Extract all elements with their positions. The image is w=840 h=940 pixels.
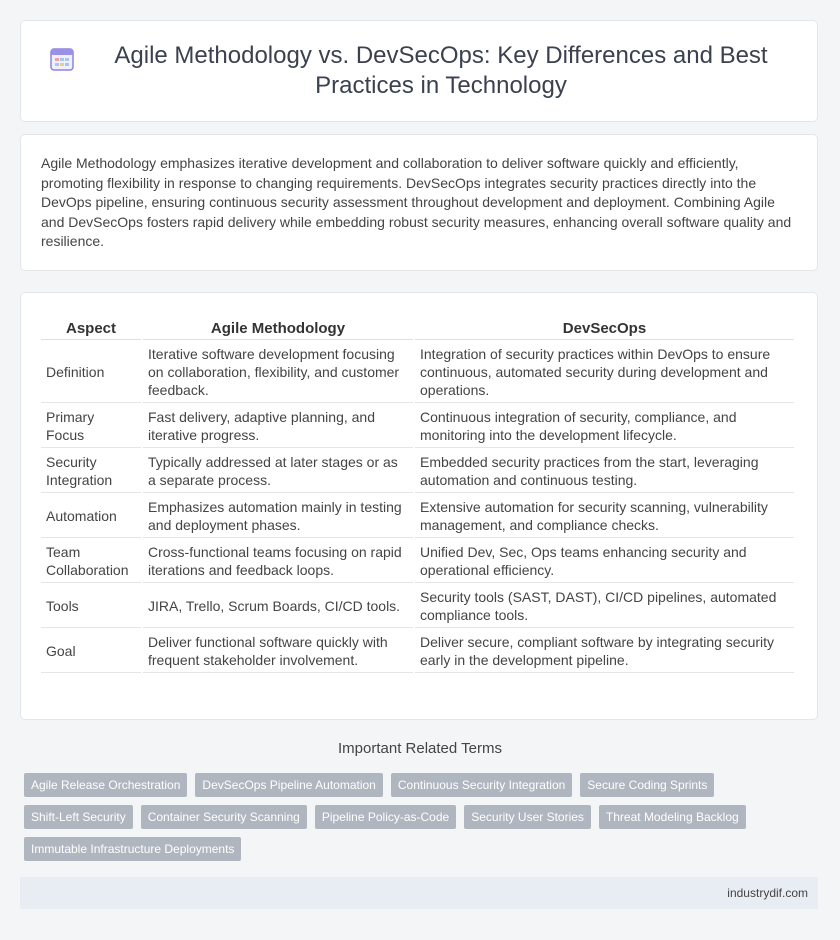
title-wrap bbox=[49, 41, 789, 101]
comparison-table bbox=[39, 311, 796, 675]
devsecops-cell: Extensive automation for security scanning, vulnerability management, and compliance checks. bbox=[415, 495, 794, 538]
intro-paragraph: Agile Methodology emphasizes iterative development and collaboration to deliver software quickly and efficiently, promoting flexibility in response to changing requirements. DevSecOps integrates security practices directly into the DevOps pipeline, ensuring continuous security assessment throughout development and deployment. Combining Agile and DevSecOps fosters rapid delivery while embedding robust security measures, enhancing overall software quality and resilience. bbox=[41, 155, 792, 249]
agile-cell: Deliver functional software quickly with frequent stakeholder involvement. bbox=[143, 630, 413, 673]
devsecops-cell: Deliver secure, compliant software by integrating security early in the development pipeline. bbox=[415, 630, 794, 673]
related-term-tag[interactable]: Shift-Left Security bbox=[24, 805, 133, 829]
title-card bbox=[20, 20, 818, 122]
related-term-tag[interactable]: Secure Coding Sprints bbox=[580, 773, 714, 797]
table-row bbox=[41, 630, 794, 673]
devsecops-cell: Integration of security practices within DevOps to ensure continuous, automated security during development and operations. bbox=[415, 342, 794, 403]
table-header-row bbox=[41, 313, 794, 340]
table-row bbox=[41, 585, 794, 628]
comparison-card bbox=[20, 292, 818, 720]
agile-cell: Fast delivery, adaptive planning, and iterative progress. bbox=[143, 405, 413, 448]
column-header-agile: Agile Methodology bbox=[143, 313, 413, 340]
table-row bbox=[41, 405, 794, 448]
devsecops-cell: Unified Dev, Sec, Ops teams enhancing security and operational efficiency. bbox=[415, 540, 794, 583]
aspect-cell: Goal bbox=[41, 630, 141, 673]
related-term-tag[interactable]: Pipeline Policy-as-Code bbox=[315, 805, 456, 829]
devsecops-cell: Continuous integration of security, compliance, and monitoring into the development lifecycle. bbox=[415, 405, 794, 448]
column-header-aspect: Aspect bbox=[41, 313, 141, 340]
calendar-icon bbox=[49, 46, 75, 72]
footer bbox=[20, 877, 818, 909]
aspect-cell: Definition bbox=[41, 342, 141, 403]
agile-cell: Typically addressed at later stages or as a separate process. bbox=[143, 450, 413, 493]
table-row bbox=[41, 495, 794, 538]
table-row bbox=[41, 540, 794, 583]
table-row bbox=[41, 342, 794, 403]
aspect-cell: Security Integration bbox=[41, 450, 141, 493]
agile-cell: Cross-functional teams focusing on rapid iterations and feedback loops. bbox=[143, 540, 413, 583]
related-term-tag[interactable]: Immutable Infrastructure Deployments bbox=[24, 837, 241, 861]
page-title: Agile Methodology vs. DevSecOps: Key Differences and Best Practices in Technology bbox=[114, 42, 768, 99]
table-row bbox=[41, 450, 794, 493]
aspect-cell: Automation bbox=[41, 495, 141, 538]
agile-cell: Emphasizes automation mainly in testing and deployment phases. bbox=[143, 495, 413, 538]
agile-cell: Iterative software development focusing on collaboration, flexibility, and customer feedback. bbox=[143, 342, 413, 403]
aspect-cell: Tools bbox=[41, 585, 141, 628]
related-term-tag[interactable]: Agile Release Orchestration bbox=[24, 773, 187, 797]
devsecops-cell: Security tools (SAST, DAST), CI/CD pipelines, automated compliance tools. bbox=[415, 585, 794, 628]
related-term-tag[interactable]: DevSecOps Pipeline Automation bbox=[195, 773, 382, 797]
intro-card bbox=[20, 134, 818, 271]
aspect-cell: Primary Focus bbox=[41, 405, 141, 448]
column-header-devsecops: DevSecOps bbox=[415, 313, 794, 340]
related-terms-list bbox=[24, 773, 824, 861]
devsecops-cell: Embedded security practices from the start, leveraging automation and continuous testing. bbox=[415, 450, 794, 493]
footer-site-name[interactable]: industrydif.com bbox=[727, 886, 808, 900]
related-terms-heading: Important Related Terms bbox=[338, 740, 502, 757]
agile-cell: JIRA, Trello, Scrum Boards, CI/CD tools. bbox=[143, 585, 413, 628]
related-term-tag[interactable]: Container Security Scanning bbox=[141, 805, 307, 829]
related-term-tag[interactable]: Threat Modeling Backlog bbox=[599, 805, 746, 829]
related-term-tag[interactable]: Continuous Security Integration bbox=[391, 773, 572, 797]
related-term-tag[interactable]: Security User Stories bbox=[464, 805, 591, 829]
aspect-cell: Team Collaboration bbox=[41, 540, 141, 583]
